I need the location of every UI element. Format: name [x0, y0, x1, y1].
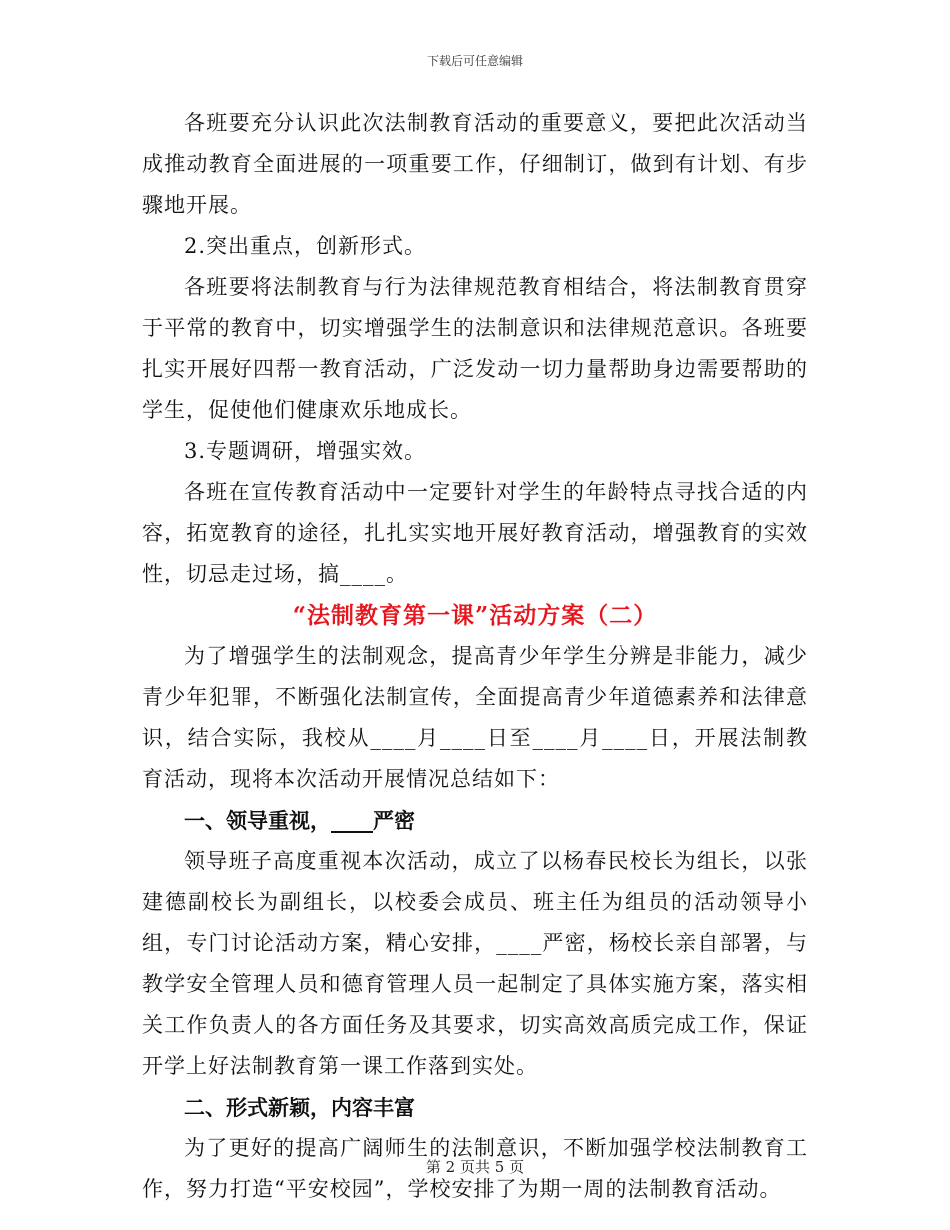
paragraph: 为了增强学生的法制观念，提高青少年学生分辨是非能力，减少青少年犯罪，不断强化法制宣传，全面提高青少年道德素养和法律意识，结合实际，我校从____月____日至____月____日，开展法制教育活动，现将本次活动开展情况总结如下： [142, 644, 808, 791]
paragraph: 各班要充分认识此次法制教育活动的重要意义，要把此次活动当成推动教育全面进展的一项重要工作，仔细制订，做到有计划、有步骤地开展。 [142, 111, 808, 217]
section-heading: 一、领导重视，____严密 [184, 808, 415, 833]
page-header: 下载后可任意编辑 [426, 54, 523, 68]
paragraph: 各班在宣传教育活动中一定要针对学生的年龄特点寻找合适的内容，拓宽教育的途径，扎扎实实地开展好教育活动，增强教育的实效性，切忌走过场，搞____。 [142, 480, 808, 586]
section-title: “法制教育第一课”活动方案（二） [292, 602, 658, 629]
page-footer: 第 2 页共 5 页 [425, 1158, 525, 1176]
list-item-heading: 3.专题调研，增强实效。 [184, 439, 427, 463]
paragraph: 为了更好的提高广阔师生的法制意识，不断加强学校法制教育工作，努力打造“平安校园”，学校安排了为期一周的法制教育活动。 [142, 1136, 808, 1201]
section-heading: 二、形式新颖，内容丰富 [184, 1095, 415, 1120]
paragraph: 领导班子高度重视本次活动，成立了以杨春民校长为组长，以张建德副校长为副组长，以校委会成员、班主任为组员的活动领导小组，专门讨论活动方案，精心安排，____严密，杨校长亲自部署，与教学安全管理人员和德育管理人员一起制定了具体实施方案，落实相关工作负责人的各方面任务及其要求，切实高效高质完成工作，保证开学上好法制教育第一课工作落到实处。 [142, 849, 808, 1078]
list-item-heading: 2.突出重点，创新形式。 [184, 234, 427, 258]
document-body [142, 103, 808, 1210]
paragraph: 各班要将法制教育与行为法律规范教育相结合，将法制教育贯穿于平常的教育中，切实增强学生的法制意识和法律规范意识。各班要扎实开展好四帮一教育活动，广泛发动一切力量帮助身边需要帮助的学生，促使他们健康欢乐地成长。 [142, 275, 808, 422]
